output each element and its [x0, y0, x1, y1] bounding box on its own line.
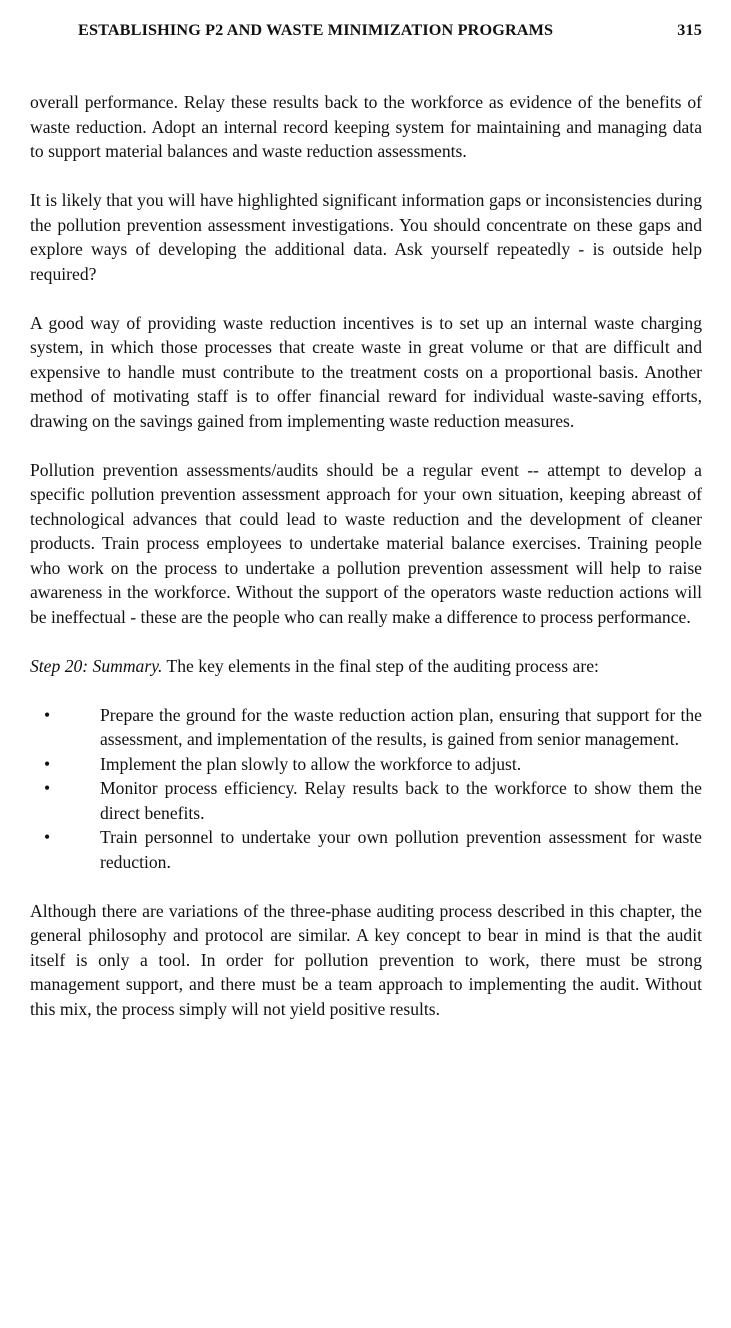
summary-list	[30, 703, 702, 875]
list-item-text: Train personnel to undertake your own pollution prevention assessment for waste reduction.	[100, 827, 702, 872]
list-item	[30, 752, 702, 777]
bullet-icon: •	[44, 704, 51, 725]
body-text	[30, 90, 702, 1021]
page-number: 315	[677, 21, 702, 39]
paragraph-information-gaps: It is likely that you will have highlighted significant information gaps or inconsistencies during the pollution prevention assessment investigations. You should concentrate on these gaps and explore ways of developing the additional data. Ask yourself repeatedly - is outside help required?	[30, 190, 702, 284]
running-head	[30, 21, 702, 43]
step-20-paragraph	[30, 654, 702, 679]
list-item	[30, 776, 702, 825]
running-title: ESTABLISHING P2 AND WASTE MINIMIZATION PROGRAMS	[78, 21, 554, 39]
paragraph-continuation: overall performance. Relay these results back to the workforce as evidence of the benefits of waste reduction. Adopt an internal record keeping system for maintaining and managing data to support material balances and waste reduction assessments.	[30, 92, 702, 161]
list-item	[30, 825, 702, 874]
step-20-text: The key elements in the final step of the auditing process are:	[162, 655, 599, 676]
list-item-text: Implement the plan slowly to allow the workforce to adjust.	[100, 753, 522, 774]
bullet-icon: •	[44, 753, 51, 774]
bullet-icon: •	[44, 778, 51, 798]
paragraph-regular-assessments: Pollution prevention assessments/audits should be a regular event -- attempt to develop a specific pollution prevention assessment approach for your own situation, keeping abreast of technological advances that could lead to waste reduction and the development of cleaner products. Train process employees to undertake material balance exercises. Training people who work on the process to undertake a pollution prevention assessment will help to raise awareness in the workforce. Without the support of the operators waste reduction actions will be ineffectual - these are the people who can really make a difference to process performance.	[30, 459, 702, 627]
page	[30, 0, 702, 1046]
bullet-icon: •	[44, 827, 51, 847]
closing-paragraph: Although there are variations of the three-phase auditing process described in this chapter, the general philosophy and protocol are similar. A key concept to bear in mind is that the audit itself is only a tool. In order for pollution prevention to work, there must be strong management support, and there must be a team approach to implementing the audit. Without this mix, the process simply will not yield positive results.	[30, 900, 702, 1019]
list-item	[30, 703, 702, 752]
list-item-text: Monitor process efficiency. Relay results back to the workforce to show them the direct benefits.	[100, 778, 702, 823]
list-item-text: Prepare the ground for the waste reduction action plan, ensuring that support for the assessment, and implementation of the results, is gained from senior management.	[100, 704, 702, 749]
paragraph-waste-charging: A good way of providing waste reduction incentives is to set up an internal waste charging system, in which those processes that create waste in great volume or that are difficult and expensive to handle must contribute to the treatment costs on a proportional basis. Another method of motivating staff is to offer financial reward for individual waste-saving efforts, drawing on the savings gained from implementing waste reduction measures.	[30, 312, 702, 431]
step-20-label: Step 20: Summary.	[30, 655, 163, 676]
